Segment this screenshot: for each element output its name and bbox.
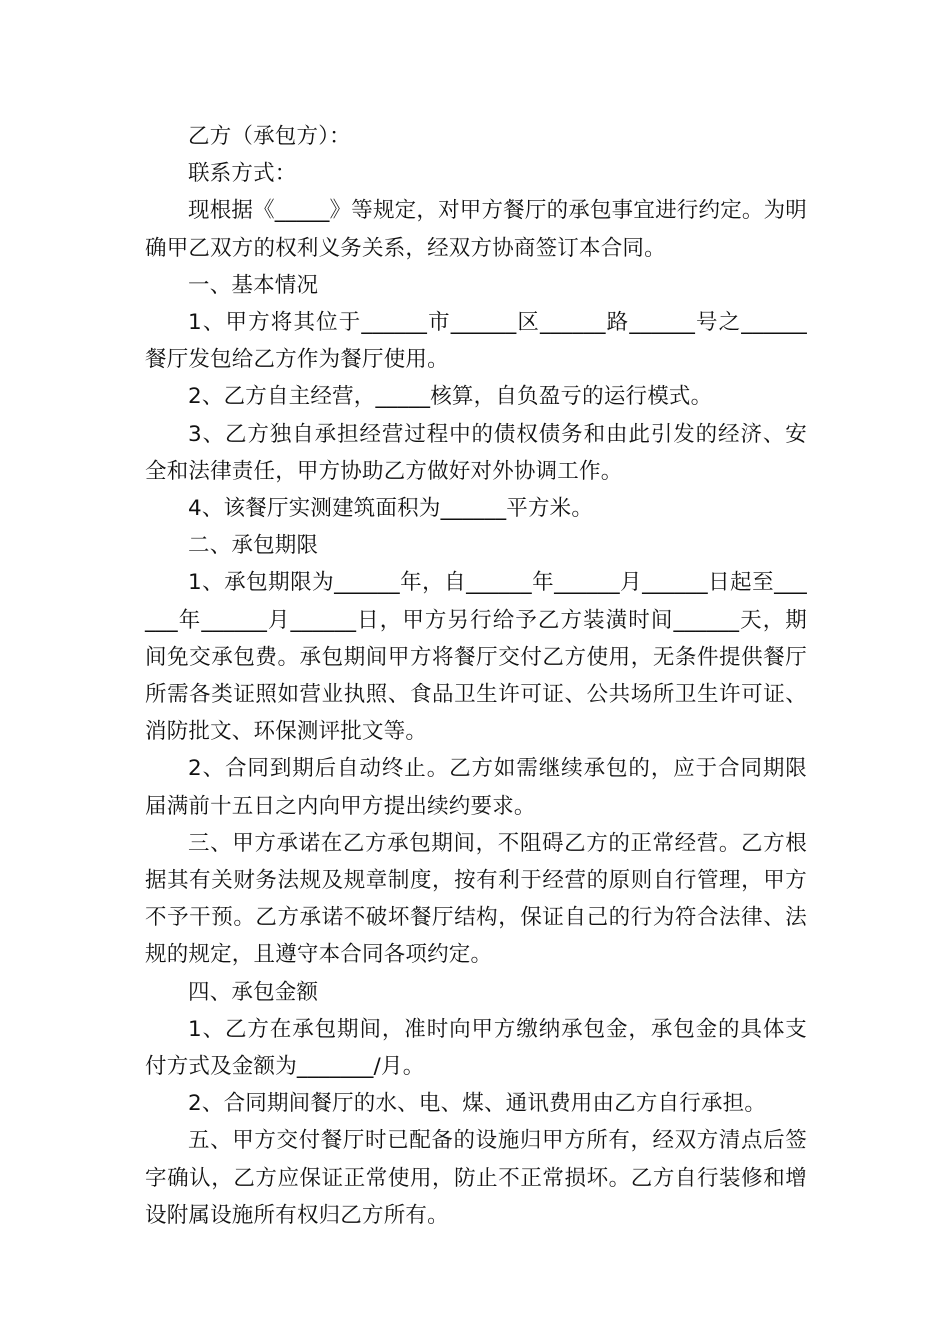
section-heading-amount: 四、承包金额 bbox=[188, 979, 319, 1005]
clause-1-1: 1、甲方将其位于______市______区______路______号之______餐厅发包给乙方作为餐厅使用。 bbox=[145, 310, 807, 373]
party-b-line: 乙方（承包方）： bbox=[188, 124, 351, 149]
clause-1-4: 4、该餐厅实测建筑面积为______平方米。 bbox=[188, 496, 594, 522]
clause-4-1: 1、乙方在承包期间，准时向甲方缴纳承包金，承包金的具体支付方式及金额为_______/月。 bbox=[145, 1016, 807, 1080]
document-body bbox=[145, 118, 807, 1234]
clause-1-2: 2、乙方自主经营，_____核算，自负盈亏的运行模式。 bbox=[188, 384, 713, 410]
section-5-paragraph: 五、甲方交付餐厅时已配备的设施归甲方所有，经双方清点后签字确认，乙方应保证正常使用，防止不正常损坏。乙方自行装修和增设附属设施所有权归乙方所有。 bbox=[145, 1128, 807, 1228]
section-3-paragraph: 三、甲方承诺在乙方承包期间，不阻碍乙方的正常经营。乙方根据其有关财务法规及规章制度，按有利于经营的原则自行管理，甲方不予干预。乙方承诺不破坏餐厅结构，保证自己的行为符合法律、法规的规定，且遵守本合同各项约定。 bbox=[145, 830, 807, 968]
section-heading-basic-info: 一、基本情况 bbox=[188, 272, 319, 298]
clause-1-3: 3、乙方独自承担经营过程中的债权债务和由此引发的经济、安全和法律责任，甲方协助乙方做好对外协调工作。 bbox=[145, 421, 807, 484]
clause-4-2: 2、合同期间餐厅的水、电、煤、通讯费用由乙方自行承担。 bbox=[188, 1091, 767, 1117]
preamble-paragraph: 现根据《_____》等规定，对甲方餐厅的承包事宜进行约定。为明确甲乙双方的权利义务关系，经双方协商签订本合同。 bbox=[145, 198, 807, 261]
contact-line: 联系方式： bbox=[188, 161, 297, 187]
clause-2-2: 2、合同到期后自动终止。乙方如需继续承包的，应于合同期限届满前十五日之内向甲方提出续约要求。 bbox=[145, 756, 807, 819]
clause-2-1: 1、承包期限为______年，自______年______月______日起至______年______月______日，甲方另行给予乙方装潢时间______天，期间免交承包费。承包期间甲方将餐厅交付乙方使用，无条件提供餐厅所需各类证照如营业执照、食品卫生许可证、公共场所卫生许可证、消防批文、环保测评批文等。 bbox=[145, 570, 807, 745]
section-heading-term: 二、承包期限 bbox=[188, 533, 319, 559]
